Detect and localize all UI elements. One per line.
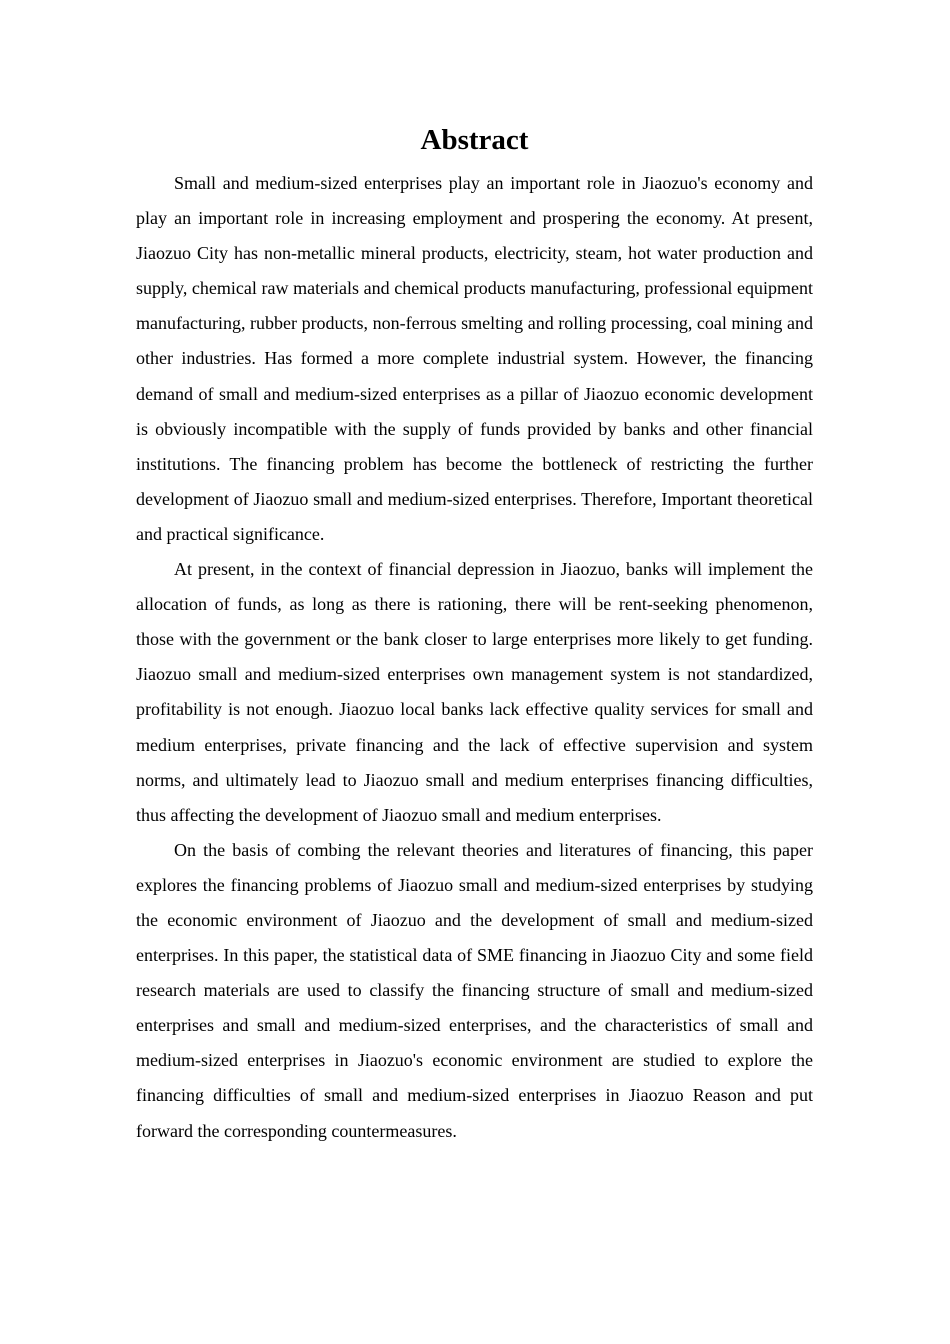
abstract-paragraph-3: On the basis of combing the relevant theories and literatures of financing, this paper explores the financing problems of Jiaozuo small and medium-sized enterprises by studying the economic environment of Jiaozuo and the development of small and medium-sized enterprises. In this paper, the statistical data of SME financing in Jiaozuo City and some field research materials are used to classify the financing structure of small and medium-sized enterprises and small and medium-sized enterprises, and the characteristics of small and medium-sized enterprises in Jiaozuo's economic environment are studied to explore the financing difficulties of small and medium-sized enterprises in Jiaozuo Reason and put forward the corresponding countermeasures.: [136, 839, 813, 1141]
page-title: Abstract: [420, 124, 529, 156]
abstract-section: [136, 118, 813, 1149]
abstract-paragraph-1: Small and medium-sized enterprises play an important role in Jiaozuo's economy and play an important role in increasing employment and prospering the economy. At present, Jiaozuo City has non-metallic mineral products, electricity, steam, hot water production and supply, chemical raw materials and chemical products manufacturing, professional equipment manufacturing, rubber products, non-ferrous smelting and rolling processing, coal mining and other industries. Has formed a more complete industrial system. However, the financing demand of small and medium-sized enterprises as a pillar of Jiaozuo economic development is obviously incompatible with the supply of funds provided by banks and other financial institutions. The financing problem has become the bottleneck of restricting the further development of Jiaozuo small and medium-sized enterprises. Therefore, Important theoretical and practical significance.: [136, 173, 813, 544]
abstract-paragraph-2: At present, in the context of financial depression in Jiaozuo, banks will implement the allocation of funds, as long as there is rationing, there will be rent-seeking phenomenon, those with the government or the bank closer to large enterprises more likely to get funding. Jiaozuo small and medium-sized enterprises own management system is not standardized, profitability is not enough. Jiaozuo local banks lack effective quality services for small and medium enterprises, private financing and the lack of effective supervision and system norms, and ultimately lead to Jiaozuo small and medium enterprises financing difficulties, thus affecting the development of Jiaozuo small and medium enterprises.: [136, 559, 813, 825]
